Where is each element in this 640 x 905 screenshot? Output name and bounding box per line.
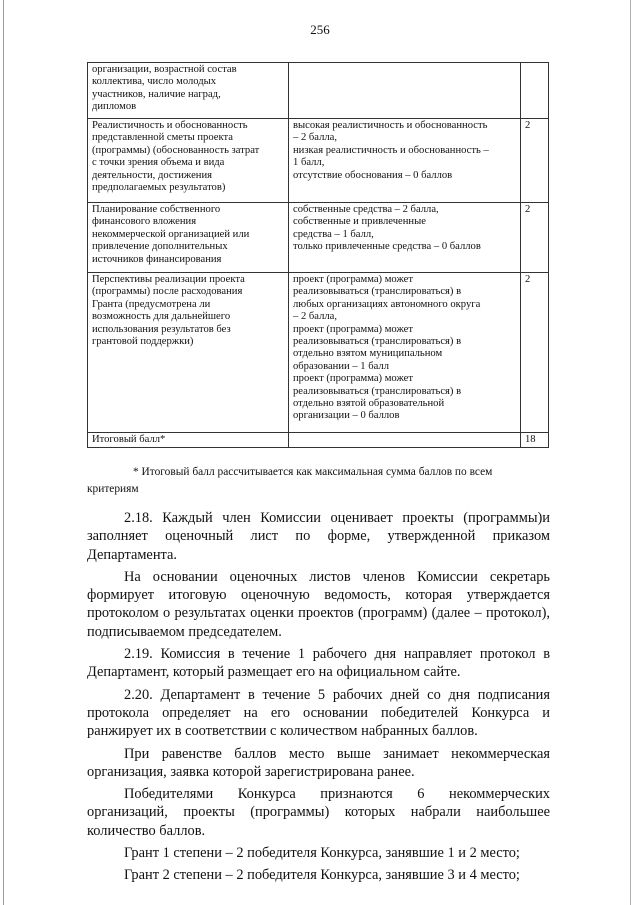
paragraph: Победителями Конкурса признаются 6 некоммерческих организаций, проекты (программы) которых набрали наибольшее количество баллов. <box>87 786 550 839</box>
criterion-cell: Перспективы реализации проекта (программы) после расходования Гранта (предусмотрена ли возможность для дальнейшего использования результатов без грантовой поддержки) <box>88 273 289 433</box>
footnote-line: * Итоговый балл рассчитывается как максимальная сумма баллов по всем <box>133 466 493 478</box>
max-score-cell: 2 <box>521 273 549 433</box>
criterion-cell: организации, возрастной состав коллектива, число молодых участников, наличие наград, дипломов <box>88 63 289 119</box>
document-body <box>87 509 550 889</box>
max-score-cell: 2 <box>521 203 549 273</box>
table-footnote <box>87 464 549 498</box>
scale-cell: высокая реалистичность и обоснованность – 2 балла, низкая реалистичность и обоснованность – 1 балл, отсутствие обоснования – 0 баллов <box>289 119 521 203</box>
paragraph: 2.20. Департамент в течение 5 рабочих дней со дня подписания протокола определяет на его основании победителей Конкурса и ранжирует их в соответствии с количеством набранных баллов. <box>87 686 550 740</box>
total-empty-cell <box>289 433 521 448</box>
criterion-cell: Планирование собственного финансового вложения некоммерческой организацией или привлечение дополнительных источников финансирования <box>88 203 289 273</box>
criteria-table <box>87 62 549 448</box>
paragraph: Грант 1 степени – 2 победителя Конкурса, занявшие 1 и 2 место; <box>124 845 520 862</box>
criterion-cell: Реалистичность и обоснованность представленной сметы проекта (программы) (обоснованность затрат с точки зрения объема и вида деятельности, достижения предполагаемых результатов) <box>88 119 289 203</box>
table-row <box>88 63 549 119</box>
table-row <box>88 273 549 433</box>
table-total-row <box>88 433 549 448</box>
total-value-cell: 18 <box>521 433 549 448</box>
paragraph: 2.19. Комиссия в течение 1 рабочего дня направляет протокол в Департамент, который размещает его на официальном сайте. <box>87 646 550 681</box>
paragraph: 2.18. Каждый член Комиссии оценивает проекты (программы)и заполняет оценочный лист по форме, утвержденной приказом Департамента. <box>87 510 550 563</box>
paragraph: При равенстве баллов место выше занимает некоммерческая организация, заявка которой зарегистрирована ранее. <box>87 745 550 780</box>
paragraph: На основании оценочных листов членов Комиссии секретарь формирует итоговую оценочную ведомость, которая утверждается протоколом о результатах оценки проектов (программ) (далее – протокол), подписываемом председателем. <box>87 568 550 640</box>
scale-cell: собственные средства – 2 балла, собственные и привлеченные средства – 1 балл, только привлеченные средства – 0 баллов <box>289 203 521 273</box>
max-score-cell: 2 <box>521 119 549 203</box>
paragraph: Грант 2 степени – 2 победителя Конкурса, занявшие 3 и 4 место; <box>124 867 520 884</box>
scale-cell: проект (программа) может реализовываться (транслироваться) в любых организациях автономного округа – 2 балла, проект (программа) может реализовываться (транслироваться) в отдельно взятом муниципальном образовании – 1 балл проект (программа) может реализовываться (транслироваться) в отдельно взятой образовательной организации – 0 баллов <box>289 273 521 433</box>
scan-edge-right <box>630 0 631 905</box>
table-row <box>88 203 549 273</box>
scan-edge-left <box>3 0 4 905</box>
table-row <box>88 119 549 203</box>
max-score-cell <box>521 63 549 119</box>
total-label-cell: Итоговый балл* <box>88 433 289 448</box>
scale-cell <box>289 63 521 119</box>
footnote-line: критериям <box>87 483 139 495</box>
page-number: 256 <box>310 22 330 37</box>
